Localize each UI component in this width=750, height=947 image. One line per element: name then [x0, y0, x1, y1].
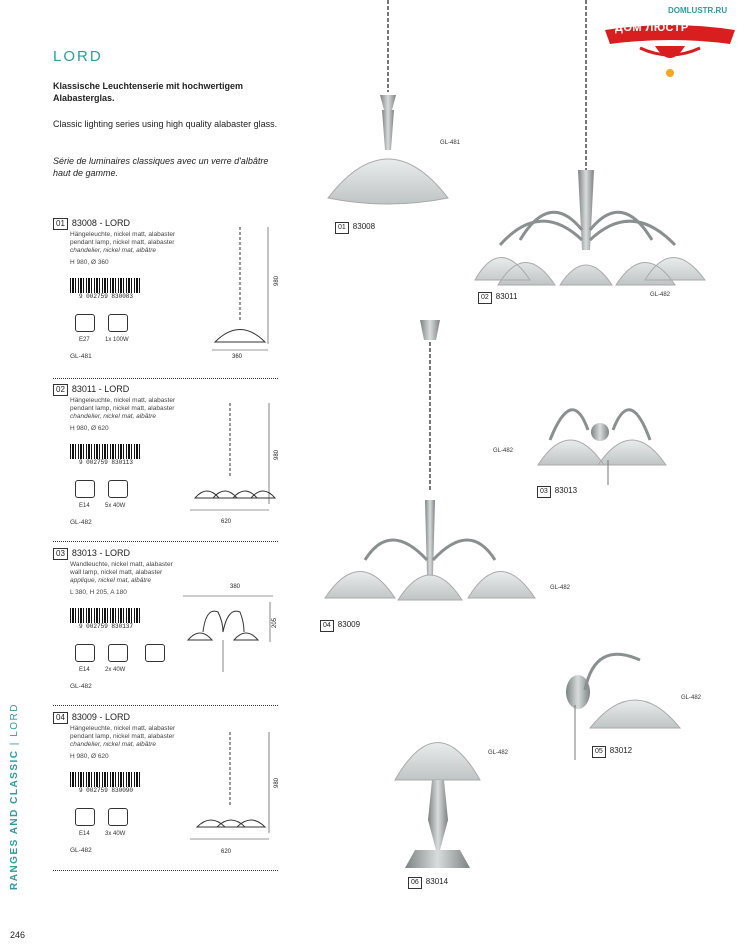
page-number: 246: [10, 930, 26, 940]
product-header: [53, 548, 130, 560]
photo-label: [478, 292, 517, 304]
desc-english: pendant lamp, nickel matt, alabaster: [70, 239, 175, 246]
socket-icon: [75, 480, 95, 498]
wattage-label: 1x 100W: [105, 337, 129, 343]
product-code: 83013: [71, 548, 97, 558]
product-dash: -: [96, 548, 105, 558]
product-number: 03: [53, 548, 68, 560]
desc-french: applique, nickel mat, albâtre: [70, 577, 151, 584]
product-name: LORD: [104, 218, 130, 228]
dim-width: 380: [230, 584, 241, 590]
barcode-number: 9 002759 830090: [78, 787, 133, 794]
photo-label: [537, 486, 577, 498]
barcode: [70, 278, 142, 300]
side-series-label: LORD: [9, 703, 20, 737]
separator: [53, 378, 278, 379]
product-number: 01: [53, 218, 68, 230]
dim-width: 620: [221, 519, 232, 525]
section-side-label: [9, 703, 20, 890]
product-code: 83011: [71, 384, 97, 394]
desc-english: pendant lamp, nickel matt, alabaster: [70, 405, 175, 412]
product-code: 83009: [71, 712, 97, 722]
socket-icon: [75, 314, 95, 332]
product-header: [53, 218, 130, 230]
dimensions: H 980, Ø 360: [70, 259, 109, 266]
separator: [53, 541, 278, 542]
socket-icon: [75, 644, 95, 662]
desc-english: pendant lamp, nickel matt, alabaster: [70, 733, 175, 740]
intro-french: Série de luminaires classiques avec un verre d'albâtre haut de gamme.: [53, 156, 269, 178]
barcode: [70, 444, 142, 466]
intro-german: Klassische Leuchtenserie mit hochwertigem Alabasterglas.: [53, 81, 244, 103]
drawing-83013: [178, 592, 278, 677]
pull-switch-icon: [145, 644, 165, 662]
photo-label: [592, 746, 632, 758]
glass-code: GL-482: [70, 847, 92, 854]
side-separator: |: [9, 741, 20, 746]
dimensions: H 980, Ø 620: [70, 753, 109, 760]
photo-number: 03: [537, 486, 551, 498]
dim-width: 620: [221, 849, 232, 855]
barcode-number: 9 002759 830113: [78, 459, 133, 466]
photo-code: 83012: [609, 746, 633, 755]
desc-french: chandelier, nickel mat, albâtre: [70, 741, 156, 748]
photo-glass-label: GL-482: [650, 292, 671, 298]
barcode-bars: [70, 608, 142, 623]
wattage-label: 3x 40W: [105, 831, 126, 837]
photo-number: 05: [592, 746, 606, 758]
desc-german: Hängeleuchte, nickel matt, alabaster: [70, 725, 176, 732]
dim-height: 980: [274, 777, 281, 789]
desc-german: Hängeleuchte, nickel matt, alabaster: [70, 231, 176, 238]
bulb-icon: [108, 808, 128, 826]
drawing-83011: [185, 398, 280, 516]
photo-number: 01: [335, 222, 349, 234]
photo-glass-label: GL-482: [488, 750, 509, 756]
product-code: 83008: [71, 218, 97, 228]
desc-german: Wandleuchte, nickel matt, alabaster: [70, 561, 173, 568]
product-dash: -: [96, 384, 105, 394]
socket-label: E14: [79, 667, 90, 673]
photo-glass-label: GL-481: [440, 140, 461, 146]
product-dash: -: [96, 218, 105, 228]
intro-english: Classic lighting series using high quality alabaster glass.: [53, 119, 278, 129]
photo-number: 02: [478, 292, 492, 304]
photo-label: [320, 620, 360, 632]
glass-code: GL-481: [70, 353, 92, 360]
wattage-label: 2x 40W: [105, 667, 126, 673]
product-header: [53, 384, 129, 396]
product-header: [53, 712, 130, 724]
socket-label: E27: [79, 337, 90, 343]
bulb-icon: [108, 314, 128, 332]
product-dash: -: [96, 712, 105, 722]
photo-glass-label: GL-482: [681, 695, 702, 701]
product-number: 04: [53, 712, 68, 724]
dimensions: L 380, H 205, A 180: [70, 589, 127, 596]
product-photos: [320, 0, 740, 900]
socket-label: E14: [79, 503, 90, 509]
product-name: LORD: [104, 384, 130, 394]
product-name: LORD: [104, 548, 130, 558]
photo-glass-label: GL-482: [493, 448, 514, 454]
barcode-number: 9 002759 830083: [78, 293, 133, 300]
product-name: LORD: [104, 712, 130, 722]
glass-code: GL-482: [70, 519, 92, 526]
bulb-icon: [108, 644, 128, 662]
barcode-bars: [70, 772, 142, 787]
desc-french: chandelier, nickel mat, albâtre: [70, 413, 156, 420]
barcode-bars: [70, 444, 142, 459]
barcode: [70, 772, 142, 794]
photo-code: 83014: [425, 877, 449, 886]
barcode: [70, 608, 142, 630]
photo-code: 83013: [554, 486, 578, 495]
glass-code: GL-482: [70, 683, 92, 690]
photo-code: 83008: [352, 222, 376, 231]
photo-number: 04: [320, 620, 334, 632]
desc-german: Hängeleuchte, nickel matt, alabaster: [70, 397, 176, 404]
series-title: LORD: [53, 48, 103, 65]
desc-english: wall lamp, nickel matt, alabaster: [70, 569, 163, 576]
bulb-icon: [108, 480, 128, 498]
drawing-83008: [200, 222, 290, 367]
desc-french: chandelier, nickel mat, albâtre: [70, 247, 156, 254]
socket-icon: [75, 808, 95, 826]
separator: [53, 705, 278, 706]
dim-height: 980: [274, 275, 281, 287]
barcode-number: 9 002759 830137: [78, 623, 133, 630]
socket-label: E14: [79, 831, 90, 837]
photo-code: 83009: [337, 620, 361, 629]
logo-url: DOMLUSTR.RU: [668, 6, 728, 15]
photo-glass-label: GL-482: [550, 585, 571, 591]
separator: [53, 870, 278, 871]
barcode-bars: [70, 278, 142, 293]
dim-height: 980: [274, 449, 281, 461]
photo-number: 06: [408, 877, 422, 889]
wattage-label: 5x 40W: [105, 503, 126, 509]
logo-text: ДОМ ЛЮСТР: [615, 22, 689, 34]
drawing-83009: [185, 727, 280, 845]
dim-width: 360: [232, 354, 243, 360]
side-range-label: RANGES AND CLASSIC: [9, 749, 20, 890]
photo-label: [408, 877, 448, 889]
photo-code: 83011: [495, 292, 518, 301]
photo-label: [335, 222, 375, 234]
dim-height: 205: [272, 617, 279, 629]
product-number: 02: [53, 384, 68, 396]
dimensions: H 980, Ø 620: [70, 425, 109, 432]
